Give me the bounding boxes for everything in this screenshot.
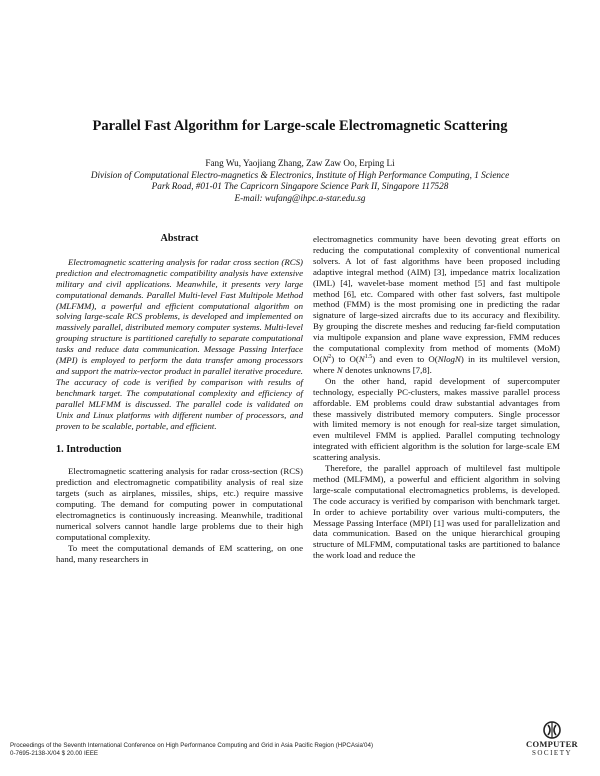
math-n: N	[322, 353, 329, 364]
superscript: 2	[328, 354, 332, 361]
right-paragraph-2: On the other hand, rapid development of supercomputer technology, especially PC-clusters, makes massive parallel process affordable. EM problems could draw substantial advantages from these massively distributed memory computers. Single processor with limited memory is not enough for real-size target simulation, even multilevel FMM is applied. Parallel computing technology integrated with efficient algorithm is the solution for large-scale EM scattering analysis.	[313, 375, 560, 463]
abstract-heading: Abstract	[160, 233, 199, 244]
intro-paragraph-1: Electromagnetic scattering analysis for radar cross-section (RCS) prediction and electromagnetic compatibility analysis of real size targets (such as airplanes, missiles, ships, etc.) require massive computing. The demand for computing power in computational electromagnetics is continuously increasing. Meanwhile, traditional numerical solvers cannot handle large problems due to their high computational complexity.	[56, 466, 303, 542]
paper-title: Parallel Fast Algorithm for Large-scale Electromagnetic Scattering	[92, 118, 508, 134]
author-block	[30, 158, 570, 204]
logo-text-computer: COMPUTER	[526, 739, 578, 749]
intro-paragraph-2: To meet the computational demands of EM scattering, on one hand, many researchers in	[56, 542, 303, 564]
footer-isbn: 0-7695-2138-X/04 $ 20.00 IEEE	[10, 750, 99, 757]
text-run: ) and even to O(	[372, 353, 438, 364]
text-run: electromagnetics community have been devoting great efforts on reducing the computational complexity of conventional numerical solvers. A lot of fast algorithms have been proposed including adaptive integral method (AIM) [3], impedance matrix localization (IML) [4], wavelet-base moment method [5] and fast multipole method [6], etc. Compared with other fast solvers, fast multipole method (FMM) is the most promising one in predicting the radar signature of large-sized aircrafts due to its accuracy and flexibility. By grouping the discrete meshes and reducing far-field computation via multipole expansion and plane wave expression, FMM reduces the computational complexity from method of moments (MoM) O(	[313, 234, 560, 364]
affiliation-line-2: Park Road, #01-01 The Capricorn Singapore Science Park II, Singapore 117528	[151, 181, 449, 191]
right-paragraph-3: Therefore, the parallel approach of multilevel fast multipole method (MLFMM), a powerful and efficient algorithm in solving large-scale computational electromagnetics problems, is developed. The code accuracy is verified by comparison with benchmark target. In order to achieve portability over various multi-computers, the Message Passing Interface (MPI) [1] was used for parallelization and data communication. Based on the unique hierarchical grouping structure of MLFMM, computational tasks are partitioned to balance the work load and reduce the	[313, 463, 560, 561]
text-run: ) in its multilevel version, where	[313, 353, 560, 375]
math-n: N	[358, 353, 365, 364]
text-run: denotes unknowns [7,8].	[342, 364, 432, 375]
page-footer	[10, 742, 490, 758]
left-column	[56, 230, 303, 564]
author-names: Fang Wu, Yaojiang Zhang, Zaw Zaw Oo, Erping Li	[205, 158, 395, 168]
math-nlogn: NlogN	[437, 353, 461, 364]
author-email: E-mail: wufang@ihpc.a-star.edu.sg	[234, 192, 366, 203]
abstract-text: Electromagnetic scattering analysis for radar cross section (RCS) prediction and electromagnetic compatibility analysis have extensive military and civil applications. Meanwhile, it presents very large computational demands. Parallel Multi-level Fast Multipole Method (MLFMM), a powerful and efficient computational algorithm on solving large-scale RCS problems, is developed and implemented on massively parallel, distributed memory computer systems. Multi-level grouping structure is partitioned carefully to separate computational tasks and reduce data communication. Message Passing Interface (MPI) is employed to perform the data transfer among processors and support the matrix-vector product in parallel iterative procedure. The accuracy of code is verified by comparison with results of benchmark target. The computational complexity and efficiency of parallel MLFMM is discussed. The parallel code is validated on Unix and Linux platforms with different number of processors, and proven to be scalable, portable, and efficient.	[56, 256, 303, 431]
footer-proceedings: Proceedings of the Seventh International Conference on High Performance Computing and Grid in Asia Pacific Region (HPCAsia'04)	[10, 742, 374, 749]
logo-text-society: SOCIETY	[531, 749, 573, 757]
computer-society-emblem-icon	[541, 720, 563, 740]
right-column	[313, 234, 560, 561]
math-n: N	[336, 364, 343, 375]
computer-society-logo	[516, 720, 588, 768]
right-paragraph-1	[313, 234, 560, 376]
affiliation-line-1: Division of Computational Electro-magnetics & Electronics, Institute of High Performance Computing, 1 Science	[90, 169, 510, 180]
text-run: ) to O(	[331, 353, 359, 364]
superscript: 1.5	[364, 354, 373, 361]
section-heading-introduction: 1. Introduction	[56, 444, 122, 456]
